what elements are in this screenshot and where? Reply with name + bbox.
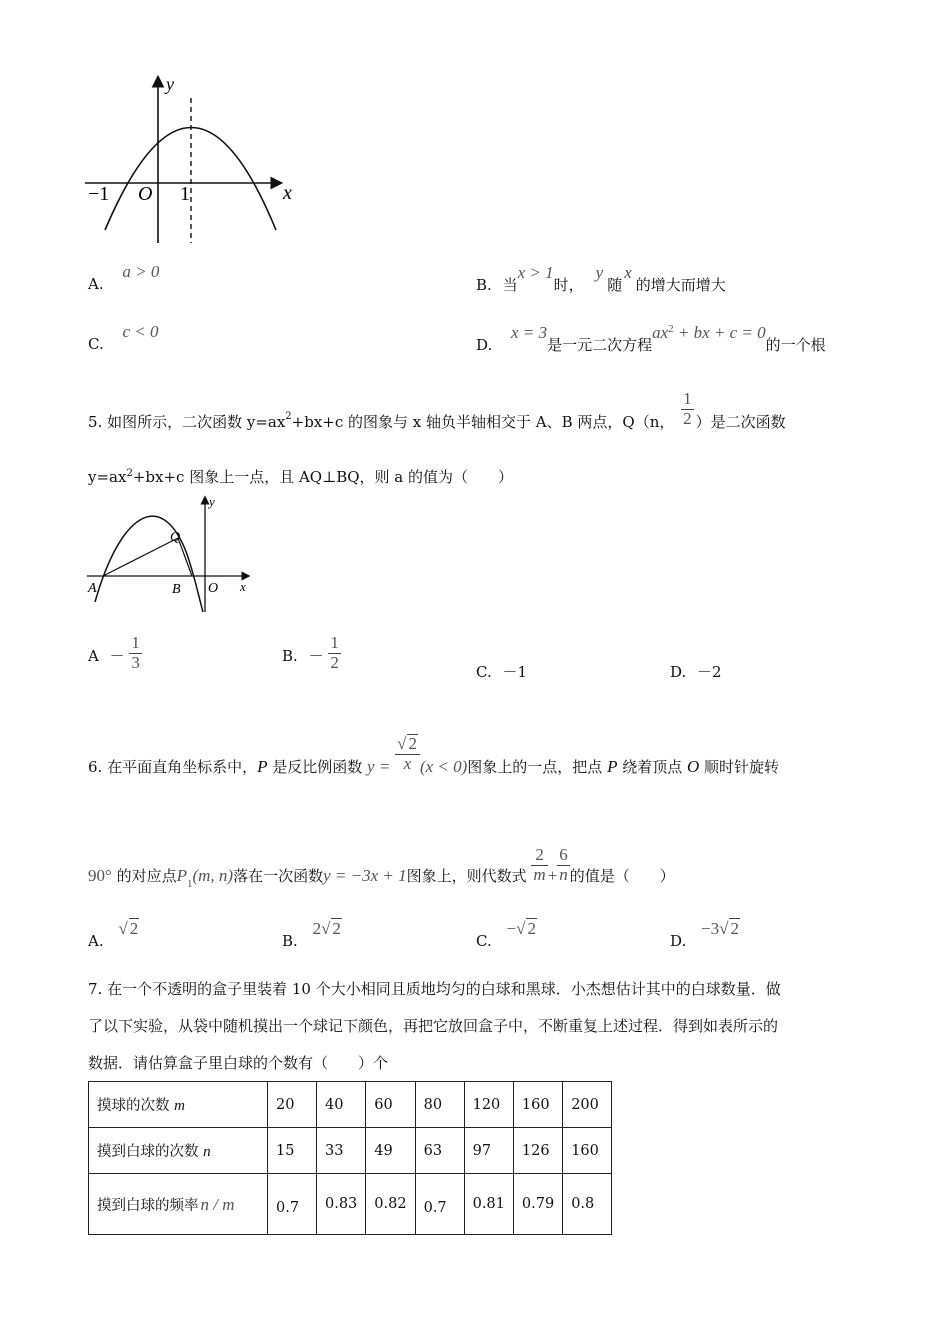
option-text: 当 [502, 276, 518, 294]
table-row [89, 1128, 612, 1174]
fraction-denominator: 3 [131, 652, 140, 672]
q7-stem-line1: 7. 在一个不透明的盒子里装着 10 个大小相同且质地均匀的白球和黑球．小杰想估计其中的白球数量．做 [88, 980, 781, 998]
option-label: B. [476, 276, 492, 294]
q5-option-d[interactable] [670, 661, 722, 682]
option-math: a > 0 [122, 262, 160, 281]
q4-option-d[interactable] [476, 322, 826, 354]
q6-math: O [687, 756, 700, 776]
row-header: 摸球的次数 m [89, 1082, 268, 1128]
q4-option-b[interactable] [476, 262, 726, 294]
q5-option-a[interactable] [88, 634, 142, 672]
table-cell: 0.79 [513, 1174, 562, 1235]
q6-math: 90° [88, 866, 112, 886]
table-cell: 0.83 [317, 1174, 366, 1235]
fraction-denominator: n [559, 864, 568, 884]
q5-text: +bx+c 图象上一点，且 AQ⊥BQ，则 a 的值为（ ） [132, 468, 514, 486]
fraction-numerator: 2 [531, 846, 547, 866]
option-math: −3√ 2 [701, 919, 739, 938]
option-label: D. [670, 932, 687, 950]
option-text: 的一个根 [765, 336, 826, 354]
q4-parabola-graph [80, 70, 310, 250]
coefficient: −3 [701, 919, 720, 938]
radicand: 2 [332, 919, 341, 938]
table-cell: 0.82 [366, 1174, 415, 1235]
radicand: 2 [408, 734, 417, 753]
fraction-numerator: 1 [683, 389, 692, 408]
one-label: 1 [180, 183, 190, 205]
q6-math: (m, n) [192, 866, 234, 886]
table-cell: 160 [513, 1082, 562, 1128]
q6-option-a[interactable] [88, 918, 139, 950]
q6-math: P [176, 866, 187, 886]
table-row [89, 1174, 612, 1235]
option-math: x > 1 [517, 263, 554, 282]
graph-label: Q [170, 530, 181, 545]
q6-math: P [257, 756, 268, 776]
q6-option-c[interactable] [476, 918, 537, 950]
q4-option-a[interactable] [88, 262, 160, 293]
table-cell: 40 [317, 1082, 366, 1128]
q6-text: 图象上的一点，把点 [467, 757, 608, 776]
x-axis-label: x [283, 182, 292, 204]
radicand: 2 [527, 919, 536, 938]
option-math: x [624, 263, 632, 282]
coefficient: − [506, 919, 517, 938]
row-header: 摸到白球的次数 n [89, 1128, 268, 1174]
option-math: c < 0 [122, 322, 159, 341]
fraction-denominator: x [403, 753, 412, 773]
exponent: 2 [126, 468, 133, 479]
q5-stem-line2 [88, 466, 513, 487]
q6-text: 绕着顶点 [617, 757, 687, 776]
option-label: A. [88, 275, 104, 293]
row-header: 摸到白球的频率 n / m [89, 1174, 268, 1235]
option-label: D. [476, 336, 493, 354]
q7-data-table [88, 1081, 612, 1235]
q6-math: y = −3x + 1 [323, 866, 407, 886]
origin-label: O [138, 183, 153, 205]
table-cell: 0.81 [464, 1174, 513, 1235]
radicand: 2 [730, 919, 739, 938]
q5-text: +bx+c 的图象与 x 轴负半轴相交于 A、B 两点，Q（n， [291, 413, 675, 432]
graph-label: A [88, 581, 97, 596]
option-math: −√ 2 [506, 919, 536, 938]
table-cell: 15 [268, 1128, 317, 1174]
graph-label: O [208, 581, 219, 596]
option-label: A [88, 647, 99, 666]
option-label: D. [670, 663, 687, 681]
fraction-denominator: 2 [683, 408, 692, 428]
q6-text: 图象上，则代数式 [406, 867, 527, 886]
parabola-curve [105, 128, 276, 231]
option-label: C. [476, 932, 492, 950]
table-row [89, 1082, 612, 1128]
q6-text: 的值是（ ） [569, 867, 675, 886]
table-cell: 126 [513, 1128, 562, 1174]
q6-option-b[interactable] [282, 918, 342, 950]
option-math: + bx + c = 0 [673, 323, 766, 342]
y-axis-label: y [166, 74, 174, 94]
table-cell: 0.8 [563, 1174, 612, 1235]
q5-text: y=ax [88, 468, 127, 486]
q6-text: 6. 在平面直角坐标系中， [88, 757, 258, 776]
option-sign: － [109, 647, 125, 666]
graph-label: x [240, 579, 246, 594]
q5-parabola-graph [85, 494, 255, 619]
table-cell: 160 [563, 1128, 612, 1174]
q6-math: y = [367, 756, 391, 776]
q6-math: P [607, 756, 618, 776]
q5-text: ）是二次函数 [695, 413, 786, 432]
option-text: －2 [697, 663, 722, 681]
table-cell: 60 [366, 1082, 415, 1128]
option-math: 2√ 2 [312, 919, 341, 938]
option-label: B. [282, 932, 298, 950]
minus-one-label: −1 [88, 183, 110, 205]
q6-text: 落在一次函数 [233, 867, 324, 886]
table-cell: 97 [464, 1128, 513, 1174]
parabola-curve [95, 516, 203, 612]
exponent: 2 [668, 323, 674, 335]
q5-fraction-half [681, 390, 694, 428]
table-cell: 0.7 [415, 1174, 464, 1235]
option-text: 的增大而增大 [635, 276, 726, 294]
table-cell: 33 [317, 1128, 366, 1174]
q6-math: + [547, 866, 558, 886]
q6-fraction [531, 846, 547, 884]
option-label: C. [476, 663, 492, 681]
option-label: B. [282, 647, 298, 666]
table-cell: 20 [268, 1082, 317, 1128]
q5-option-b[interactable] [282, 634, 341, 672]
q6-math: (x < 0) [419, 756, 468, 776]
q5-text: 5. 如图所示，二次函数 y=ax [88, 413, 286, 432]
option-math: x = 3 [511, 323, 548, 342]
subscript: 1 [186, 878, 193, 891]
option-label: C. [88, 335, 104, 353]
fraction-numerator: 1 [330, 633, 339, 652]
option-sign: － [308, 647, 324, 666]
option-fraction [328, 634, 341, 672]
table-cell: 63 [415, 1128, 464, 1174]
option-math: √ 2 [118, 919, 139, 938]
q4-option-c[interactable] [88, 322, 159, 353]
q6-text: 是反比例函数 [267, 757, 368, 776]
table-cell: 120 [464, 1082, 513, 1128]
fraction-denominator: 2 [330, 652, 339, 672]
option-text: －1 [502, 663, 528, 681]
graph-label: B [172, 582, 181, 597]
q6-fraction [557, 846, 570, 884]
q5-option-c[interactable] [476, 661, 527, 682]
option-math: ax [652, 323, 669, 342]
exponent: 2 [285, 411, 292, 423]
fraction-numerator: 6 [559, 845, 568, 864]
table-cell: 49 [366, 1128, 415, 1174]
coefficient: 2 [312, 919, 322, 938]
q6-text: 顺时针旋转 [699, 757, 780, 776]
q7-stem-line2: 了以下实验，从袋中随机摸出一个球记下颜色，再把它放回盒子中，不断重复上述过程．得到如表所示的 [88, 1017, 779, 1035]
graph-label: y [209, 494, 215, 509]
table-cell: 200 [563, 1082, 612, 1128]
option-math: y [595, 263, 604, 282]
option-label: A. [88, 932, 104, 950]
fraction-denominator: m [533, 864, 546, 884]
q6-stem-line1 [88, 726, 779, 786]
table-cell: 0.7 [268, 1174, 317, 1235]
option-fraction [129, 634, 142, 672]
table-cell: 80 [415, 1082, 464, 1128]
q6-fraction [395, 734, 420, 773]
fraction-numerator: √ 2 [395, 734, 420, 755]
q5-stem-line1 [88, 380, 786, 430]
q6-stem-line2 [88, 832, 675, 892]
segment-aq [103, 538, 178, 576]
option-text: 随 [607, 276, 623, 294]
q6-text: 的对应点 [111, 867, 177, 886]
q6-option-d[interactable] [670, 918, 740, 950]
option-text: 时， [553, 276, 584, 294]
option-text: 是一元二次方程 [547, 336, 653, 354]
q7-stem-line3: 数据．请估算盒子里白球的个数有（ ）个 [88, 1054, 389, 1072]
fraction-numerator: 1 [131, 633, 140, 652]
radicand: 2 [129, 919, 139, 938]
